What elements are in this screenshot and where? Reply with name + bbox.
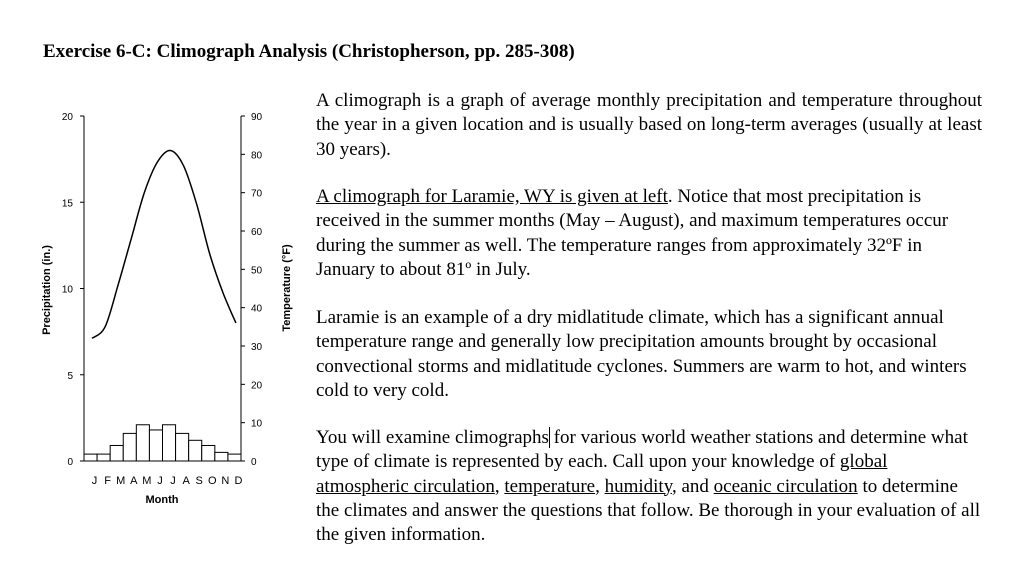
exercise-title: Exercise 6-C: Climograph Analysis (Christopherson, pp. 285-308): [43, 41, 575, 62]
plot-area: [62, 112, 263, 487]
paragraph-instructions: [316, 426, 982, 547]
x-tick-label: M: [142, 475, 152, 487]
laramie-link[interactable]: A climograph for Laramie, WY is given at left: [316, 186, 668, 207]
precipitation-bar: [123, 433, 136, 461]
y2-tick-label: 40: [251, 303, 263, 315]
precipitation-bar: [136, 425, 149, 461]
precipitation-bar: [97, 454, 110, 461]
x-tick-label: M: [116, 475, 126, 487]
paragraph-definition: A climograph is a graph of average monthly precipitation and temperature throughout the year in a given location and is usually based on long-term averages (usually at least 30 years).: [316, 90, 982, 160]
x-tick-label: F: [104, 475, 111, 487]
temperature-line: [92, 150, 236, 338]
y2-tick-label: 0: [251, 457, 257, 468]
paragraph-climate-type: Laramie is an example of a dry midlatitude climate, which has a significant annual temperature range and generally low precipitation amounts brought by occasional convectional storms and midlatitude cyclones. Summers are warm to hot, and winters cold to very cold.: [316, 307, 967, 401]
x-tick-label: A: [130, 475, 138, 487]
x-tick-label: D: [234, 475, 243, 487]
link-temperature[interactable]: temperature: [504, 475, 596, 497]
y-axis-label: Precipitation (in.): [41, 245, 53, 335]
y2-tick-label: 60: [251, 227, 263, 238]
paragraph-laramie: [316, 185, 982, 282]
instructions-text-e: , and: [671, 475, 714, 497]
x-tick-label: O: [208, 475, 217, 487]
y2-tick-label: 30: [251, 342, 263, 353]
precipitation-bar: [202, 445, 215, 461]
x-tick-label: S: [195, 475, 203, 487]
link-oceanic-circulation[interactable]: oceanic circulation: [713, 475, 858, 497]
y-tick-label: 0: [67, 457, 73, 468]
y2-tick-label: 20: [251, 380, 263, 392]
instructions-text-f: to determine the climates and answer the questions that follow. Be thorough in your evaluation of all the given information.: [316, 475, 981, 546]
instructions-text-a: You will examine climographs: [316, 427, 549, 448]
x-tick-label: A: [182, 475, 190, 487]
y2-tick-label: 10: [251, 418, 263, 430]
precipitation-bar: [176, 433, 189, 461]
x-axis-label: Month: [145, 494, 179, 506]
precipitation-bar: [149, 430, 162, 461]
instructions-text-b: for various world weather stations and determine what type of climate is represented by each. Call upon your knowledge of: [316, 427, 968, 473]
y2-tick-label: 90: [251, 112, 263, 123]
x-tick-label: J: [157, 475, 163, 487]
x-tick-label: N: [221, 475, 230, 487]
x-tick-label: J: [170, 475, 176, 487]
climograph-chart: [0, 0, 300, 584]
precipitation-bar: [163, 425, 176, 461]
instructions-text-c: ,: [494, 475, 505, 497]
precipitation-bar: [189, 440, 202, 461]
y2-tick-label: 80: [251, 150, 263, 162]
y-tick-label: 10: [61, 284, 73, 296]
y2-axis-label: Temperature (°F): [281, 244, 293, 332]
precipitation-bar: [84, 454, 97, 461]
y-tick-label: 15: [61, 198, 73, 210]
y2-tick-label: 50: [251, 265, 263, 277]
y2-tick-label: 70: [251, 188, 263, 200]
link-global-atmospheric-circulation[interactable]: global atmospheric circulation: [316, 451, 888, 497]
precipitation-bar: [110, 445, 123, 461]
laramie-text: . Notice that most precipitation is received in the summer months (May – August), and maximum temperatures occur during the summer as well. The temperature ranges from approximately 32ºF in January to about 81º in July.: [316, 186, 949, 280]
precipitation-bar: [228, 454, 241, 461]
y-tick-label: 5: [67, 370, 73, 382]
link-humidity[interactable]: humidity: [604, 475, 672, 497]
precipitation-bar: [215, 452, 228, 461]
instructions-text-d: ,: [595, 475, 605, 497]
x-tick-label: J: [91, 475, 98, 487]
y-tick-label: 20: [61, 112, 73, 123]
